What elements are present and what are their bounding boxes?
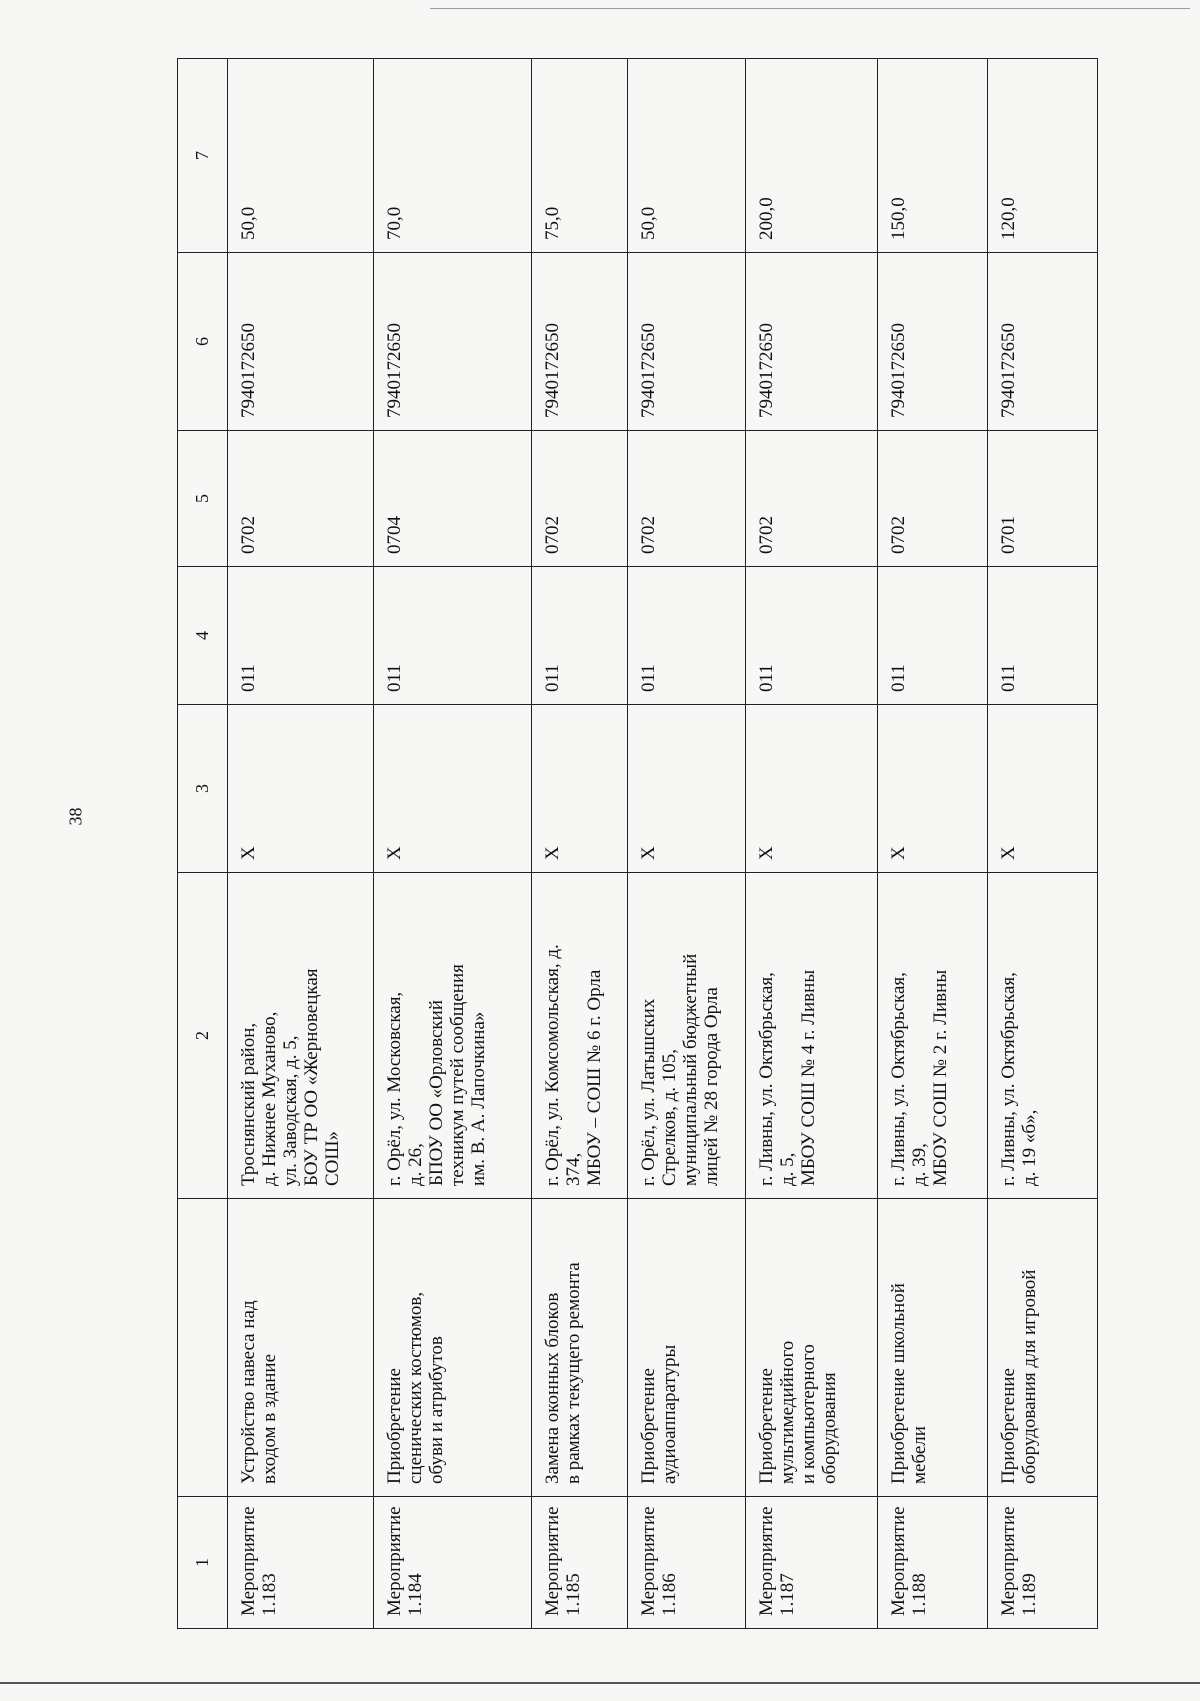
table-row	[628, 59, 746, 1629]
address-cell: г. Ливны, ул. Октябрьская, д. 19 «б»,	[988, 873, 1098, 1199]
col4-cell: 011	[532, 567, 628, 705]
event-id-cell: Мероприятие 1.184	[374, 1497, 532, 1629]
col4-cell: 011	[878, 567, 988, 705]
header-cell-5: 5	[178, 431, 228, 567]
col7-cell: 150,0	[878, 59, 988, 253]
col3-cell: X	[628, 705, 746, 873]
col7-cell: 120,0	[988, 59, 1098, 253]
col5-cell: 0701	[988, 431, 1098, 567]
col5-cell: 0702	[746, 431, 878, 567]
col5-cell: 0702	[878, 431, 988, 567]
event-id-cell: Мероприятие 1.187	[746, 1497, 878, 1629]
col4-cell: 011	[374, 567, 532, 705]
scan-edge-bottom	[0, 1682, 1200, 1684]
table-row	[746, 59, 878, 1629]
col5-cell: 0702	[228, 431, 374, 567]
table-row	[374, 59, 532, 1629]
col4-cell: 011	[228, 567, 374, 705]
event-id-cell: Мероприятие 1.186	[628, 1497, 746, 1629]
page-number: 38	[65, 807, 86, 826]
event-name-cell: Приобретение сценических костюмов, обуви и атрибутов	[374, 1199, 532, 1497]
col5-cell: 0702	[628, 431, 746, 567]
col3-cell: X	[988, 705, 1098, 873]
table-row	[228, 59, 374, 1629]
col6-cell: 7940172650	[228, 253, 374, 431]
header-cell-2: 2	[178, 873, 228, 1199]
col4-cell: 011	[628, 567, 746, 705]
address-cell: г. Орёл, ул. Московская, д. 26, БПОУ ОО «Орловский техникум путей сообщения им. В. А. Лапочкина»	[374, 873, 532, 1199]
col6-cell: 7940172650	[532, 253, 628, 431]
scan-edge-top	[430, 8, 1190, 9]
col6-cell: 7940172650	[988, 253, 1098, 431]
header-row	[178, 59, 228, 1629]
header-cell-1: 1	[178, 1497, 228, 1629]
header-cell-3: 3	[178, 705, 228, 873]
col3-cell: X	[532, 705, 628, 873]
col4-cell: 011	[988, 567, 1098, 705]
event-name-cell: Приобретение аудиоаппаратуры	[628, 1199, 746, 1497]
rotated-table-wrapper	[177, 59, 1097, 1629]
event-name-cell: Приобретение оборудования для игровой	[988, 1199, 1098, 1497]
col3-cell: X	[878, 705, 988, 873]
address-cell: г. Орёл, ул. Латышских Стрелков, д. 105, муниципальный бюджетный лицей № 28 города Орла	[628, 873, 746, 1199]
address-cell: г. Орёл, ул. Комсомольская, д. 374, МБОУ – СОШ № 6 г. Орла	[532, 873, 628, 1199]
address-cell: Троснянский район, д. Нижнее Муханово, ул. Заводская, д. 5, БОУ ТР ОО «Жерновецкая СОШ»	[228, 873, 374, 1199]
table-row	[532, 59, 628, 1629]
event-name-cell: Замена оконных блоков в рамках текущего ремонта	[532, 1199, 628, 1497]
event-id-cell: Мероприятие 1.188	[878, 1497, 988, 1629]
col4-cell: 011	[746, 567, 878, 705]
col5-cell: 0702	[532, 431, 628, 567]
col7-cell: 200,0	[746, 59, 878, 253]
header-cell-blank	[178, 1199, 228, 1497]
event-id-cell: Мероприятие 1.183	[228, 1497, 374, 1629]
col7-cell: 70,0	[374, 59, 532, 253]
col5-cell: 0704	[374, 431, 532, 567]
col6-cell: 7940172650	[746, 253, 878, 431]
col3-cell: X	[228, 705, 374, 873]
col6-cell: 7940172650	[628, 253, 746, 431]
address-cell: г. Ливны, ул. Октябрьская, д. 5, МБОУ СОШ № 4 г. Ливны	[746, 873, 878, 1199]
table-row	[878, 59, 988, 1629]
table-row	[988, 59, 1098, 1629]
address-cell: г. Ливны, ул. Октябрьская, д. 39, МБОУ СОШ № 2 г. Ливны	[878, 873, 988, 1199]
col7-cell: 50,0	[228, 59, 374, 253]
event-id-cell: Мероприятие 1.185	[532, 1497, 628, 1629]
event-name-cell: Устройство навеса над входом в здание	[228, 1199, 374, 1497]
budget-table	[177, 58, 1098, 1629]
header-cell-7: 7	[178, 59, 228, 253]
header-cell-4: 4	[178, 567, 228, 705]
col6-cell: 7940172650	[878, 253, 988, 431]
event-id-cell: Мероприятие 1.189	[988, 1497, 1098, 1629]
event-name-cell: Приобретение мультимедийного и компьютерного оборудования	[746, 1199, 878, 1497]
header-cell-6: 6	[178, 253, 228, 431]
col6-cell: 7940172650	[374, 253, 532, 431]
col7-cell: 75,0	[532, 59, 628, 253]
col3-cell: X	[746, 705, 878, 873]
col7-cell: 50,0	[628, 59, 746, 253]
event-name-cell: Приобретение школьной мебели	[878, 1199, 988, 1497]
col3-cell: X	[374, 705, 532, 873]
